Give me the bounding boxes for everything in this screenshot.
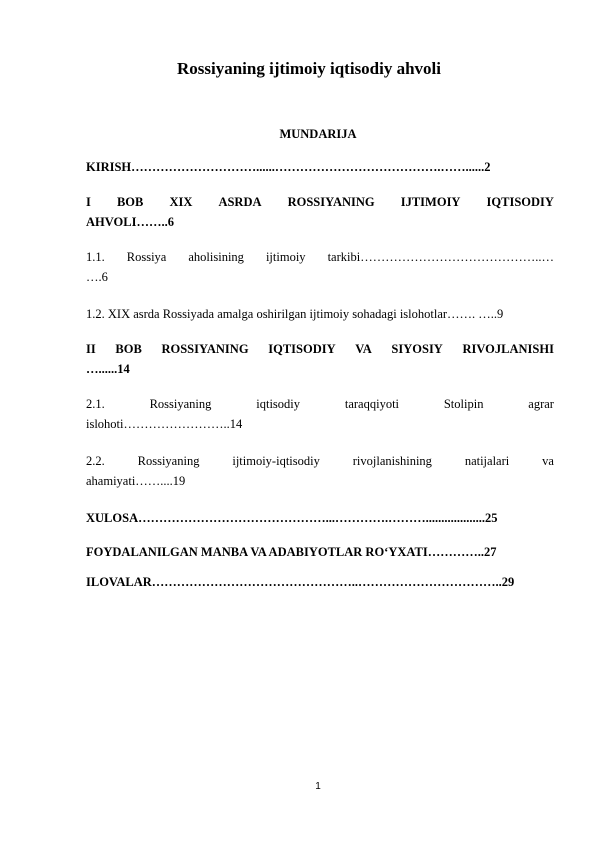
toc-word: ASRDA bbox=[218, 195, 262, 209]
toc-entry-manba: FOYDALANILGAN MANBA VA ADABIYOTLAR RO‘YXATI…………..27 bbox=[86, 545, 497, 559]
toc-word: RIVOJLANISHI bbox=[462, 342, 554, 356]
toc-word: natijalari bbox=[464, 454, 510, 468]
toc-entry-bob2-line2: …......14 bbox=[86, 362, 130, 376]
toc-word: BOB bbox=[115, 342, 142, 356]
toc-word: Rossiya bbox=[126, 250, 167, 264]
toc-word: BOB bbox=[116, 195, 144, 209]
toc-word: 1.1. bbox=[86, 250, 105, 264]
toc-word: ijtimoiy-iqtisodiy bbox=[232, 454, 320, 468]
toc-word: ijtimoiy bbox=[265, 250, 306, 264]
toc-entry-bob1-line1 bbox=[86, 192, 554, 212]
toc-word: I bbox=[86, 195, 91, 209]
toc-word: SIYOSIY bbox=[391, 342, 443, 356]
toc-word: tarkibi……………………………………..… bbox=[327, 250, 554, 264]
toc-word: rivojlanishining bbox=[352, 454, 432, 468]
toc-word: ROSSIYANING bbox=[287, 195, 375, 209]
toc-word: IQTISODIY bbox=[268, 342, 336, 356]
toc-word: VA bbox=[355, 342, 372, 356]
toc-word: aholisining bbox=[188, 250, 244, 264]
toc-entry-2-2-line1 bbox=[86, 451, 554, 471]
toc-entry-xulosa: XULOSA………………………………………...………….………...................25 bbox=[86, 511, 498, 525]
toc-word: va bbox=[542, 454, 554, 468]
toc-word: 2.2. bbox=[86, 454, 105, 468]
toc-word: Rossiyaning bbox=[137, 454, 200, 468]
toc-word: iqtisodiy bbox=[256, 397, 301, 411]
toc-entry-ilovalar: ILOVALAR…………………………………………..……………………………..29 bbox=[86, 575, 515, 589]
toc-entry-1-1-line1 bbox=[86, 247, 554, 267]
toc-word: taraqqiyoti bbox=[344, 397, 400, 411]
toc-entry-2-1-line1 bbox=[86, 394, 554, 414]
toc-word: 2.1. bbox=[86, 397, 105, 411]
toc-entry-kirish: KIRISH…………………………......………………………………….……......2 bbox=[86, 160, 491, 174]
toc-entry-2-1-line2: islohoti……………………..14 bbox=[86, 417, 243, 431]
toc-entry-bob2-line1 bbox=[86, 339, 554, 359]
document-title: Rossiyaning ijtimoiy iqtisodiy ahvoli bbox=[176, 59, 442, 78]
toc-word: Rossiyaning bbox=[149, 397, 212, 411]
toc-word: agrar bbox=[528, 397, 554, 411]
toc-entry-1-1-line2: ….6 bbox=[86, 270, 108, 284]
toc-entry-2-2-line2: ahamiyati……....19 bbox=[86, 474, 186, 488]
toc-word: IQTISODIY bbox=[486, 195, 554, 209]
toc-word: ROSSIYANING bbox=[161, 342, 249, 356]
toc-word: XIX bbox=[169, 195, 193, 209]
page-number: 1 bbox=[315, 781, 321, 792]
toc-heading: MUNDARIJA bbox=[279, 127, 357, 141]
toc-word: IJTIMOIY bbox=[400, 195, 461, 209]
toc-word: Stolipin bbox=[443, 397, 484, 411]
toc-entry-bob1-line2: AHVOLI……..6 bbox=[86, 215, 174, 229]
toc-entry-1-2: 1.2. XIX asrda Rossiyada amalga oshirilgan ijtimoiy sohadagi islohotlar……. …..9 bbox=[86, 307, 504, 321]
toc-word: II bbox=[86, 342, 96, 356]
